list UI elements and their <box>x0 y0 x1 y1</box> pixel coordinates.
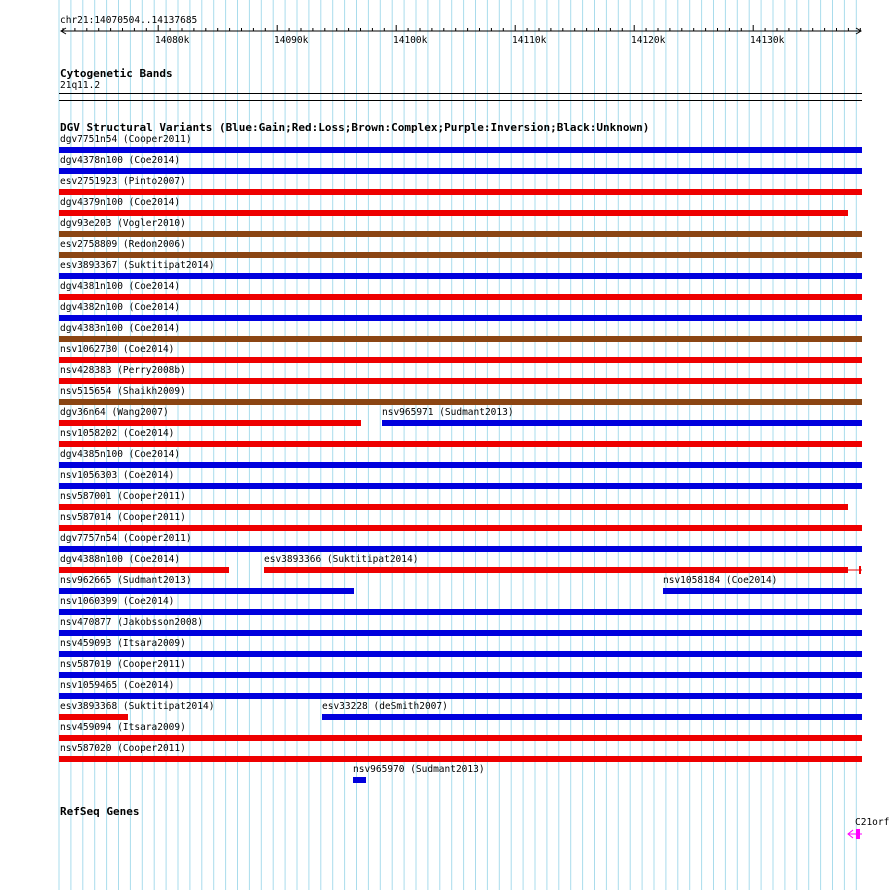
tick-label: 14090k <box>274 35 309 46</box>
variant-label[interactable]: dgv7757n54 (Cooper2011) <box>60 533 192 544</box>
variant-bar[interactable] <box>59 147 862 153</box>
tick-label: 14100k <box>393 35 428 46</box>
variant-label[interactable]: nsv1059465 (Coe2014) <box>60 680 175 691</box>
cytoband-bar-top <box>59 93 862 94</box>
variant-label[interactable]: dgv4378n100 (Coe2014) <box>60 155 181 166</box>
variant-bar[interactable] <box>59 525 862 531</box>
tick-label: 14130k <box>750 35 785 46</box>
variant-bar[interactable] <box>59 231 862 237</box>
variant-bar[interactable] <box>59 714 128 720</box>
variant-bar[interactable] <box>59 483 862 489</box>
variant-label[interactable]: dgv7751n54 (Cooper2011) <box>60 134 192 145</box>
variant-bar[interactable] <box>59 315 862 321</box>
variant-bar[interactable] <box>382 420 862 426</box>
variant-bar[interactable] <box>59 630 862 636</box>
variant-bar[interactable] <box>59 168 862 174</box>
cytoband-label: 21q11.2 <box>60 80 101 91</box>
variant-label[interactable]: esv2758809 (Redon2006) <box>60 239 186 250</box>
variant-label[interactable]: dgv4383n100 (Coe2014) <box>60 323 181 334</box>
variant-bar[interactable] <box>59 336 862 342</box>
variant-label[interactable]: nsv1056303 (Coe2014) <box>60 470 175 481</box>
variant-label[interactable]: nsv1058184 (Coe2014) <box>663 575 778 586</box>
variant-bar[interactable] <box>59 441 862 447</box>
variant-label[interactable]: dgv4379n100 (Coe2014) <box>60 197 181 208</box>
variant-label[interactable]: nsv515654 (Shaikh2009) <box>60 386 186 397</box>
variant-label[interactable]: nsv1062730 (Coe2014) <box>60 344 175 355</box>
variant-bar[interactable] <box>59 546 862 552</box>
variant-label[interactable]: dgv93e203 (Vogler2010) <box>60 218 186 229</box>
variant-bar[interactable] <box>59 189 862 195</box>
cytoband-bar-bottom <box>59 100 862 101</box>
variant-bar[interactable] <box>59 294 862 300</box>
variant-bar[interactable] <box>59 756 862 762</box>
variant-bar[interactable] <box>59 693 862 699</box>
variant-label[interactable]: esv33228 (deSmith2007) <box>322 701 448 712</box>
variant-label[interactable]: esv2751923 (Pinto2007) <box>60 176 186 187</box>
variant-label[interactable]: esv3893367 (Suktitipat2014) <box>60 260 215 271</box>
dgv-track-title: DGV Structural Variants (Blue:Gain;Red:Loss;Brown:Complex;Purple:Inversion;Black:Unknown) <box>60 121 650 134</box>
variant-label[interactable]: dgv4385n100 (Coe2014) <box>60 449 181 460</box>
variant-bar[interactable] <box>59 357 862 363</box>
variant-label[interactable]: nsv587001 (Cooper2011) <box>60 491 186 502</box>
variant-bar[interactable] <box>59 504 848 510</box>
variant-bar[interactable] <box>59 273 862 279</box>
variant-label[interactable]: nsv1058202 (Coe2014) <box>60 428 175 439</box>
variant-label[interactable]: nsv470877 (Jakobsson2008) <box>60 617 203 628</box>
variant-label[interactable]: nsv962665 (Sudmant2013) <box>60 575 192 586</box>
tick-label: 14120k <box>631 35 666 46</box>
ruler-axis <box>0 0 890 40</box>
gene-label[interactable]: C21orf <box>855 817 890 828</box>
tick-label: 14110k <box>512 35 547 46</box>
variant-label[interactable]: nsv587014 (Cooper2011) <box>60 512 186 523</box>
variant-bar[interactable] <box>59 462 862 468</box>
tick-label: 14080k <box>155 35 190 46</box>
variant-bar[interactable] <box>59 399 862 405</box>
variant-label[interactable]: esv3893368 (Suktitipat2014) <box>60 701 215 712</box>
refseq-track-title: RefSeq Genes <box>60 805 140 818</box>
variant-label[interactable]: dgv36n64 (Wang2007) <box>60 407 169 418</box>
variant-label[interactable]: nsv965970 (Sudmant2013) <box>353 764 485 775</box>
variant-continuation-marker <box>848 563 862 577</box>
variant-bar[interactable] <box>322 714 862 720</box>
variant-bar[interactable] <box>59 378 862 384</box>
variant-label[interactable]: nsv459094 (Itsara2009) <box>60 722 186 733</box>
variant-bar[interactable] <box>59 672 862 678</box>
variant-bar[interactable] <box>59 567 229 573</box>
variant-bar[interactable] <box>663 588 862 594</box>
variant-label[interactable]: dgv4388n100 (Coe2014) <box>60 554 181 565</box>
variant-bar[interactable] <box>59 252 862 258</box>
variant-label[interactable]: nsv428383 (Perry2008b) <box>60 365 186 376</box>
cytoband-track-title: Cytogenetic Bands <box>60 67 173 80</box>
ruler-location: chr21:14070504..14137685 <box>60 15 198 26</box>
variant-bar[interactable] <box>264 567 848 573</box>
variant-label[interactable]: nsv459093 (Itsara2009) <box>60 638 186 649</box>
variant-bar[interactable] <box>59 420 361 426</box>
variant-bar[interactable] <box>353 777 366 783</box>
variant-bar[interactable] <box>59 609 862 615</box>
variant-bar[interactable] <box>59 588 354 594</box>
variant-label[interactable]: nsv1060399 (Coe2014) <box>60 596 175 607</box>
variant-label[interactable]: esv3893366 (Suktitipat2014) <box>264 554 419 565</box>
gene-glyph[interactable] <box>846 828 862 840</box>
variant-label[interactable]: dgv4381n100 (Coe2014) <box>60 281 181 292</box>
variant-bar[interactable] <box>59 735 862 741</box>
variant-label[interactable]: nsv587020 (Cooper2011) <box>60 743 186 754</box>
variant-label[interactable]: nsv587019 (Cooper2011) <box>60 659 186 670</box>
variant-label[interactable]: nsv965971 (Sudmant2013) <box>382 407 514 418</box>
variant-bar[interactable] <box>59 651 862 657</box>
variant-bar[interactable] <box>59 210 848 216</box>
variant-label[interactable]: dgv4382n100 (Coe2014) <box>60 302 181 313</box>
